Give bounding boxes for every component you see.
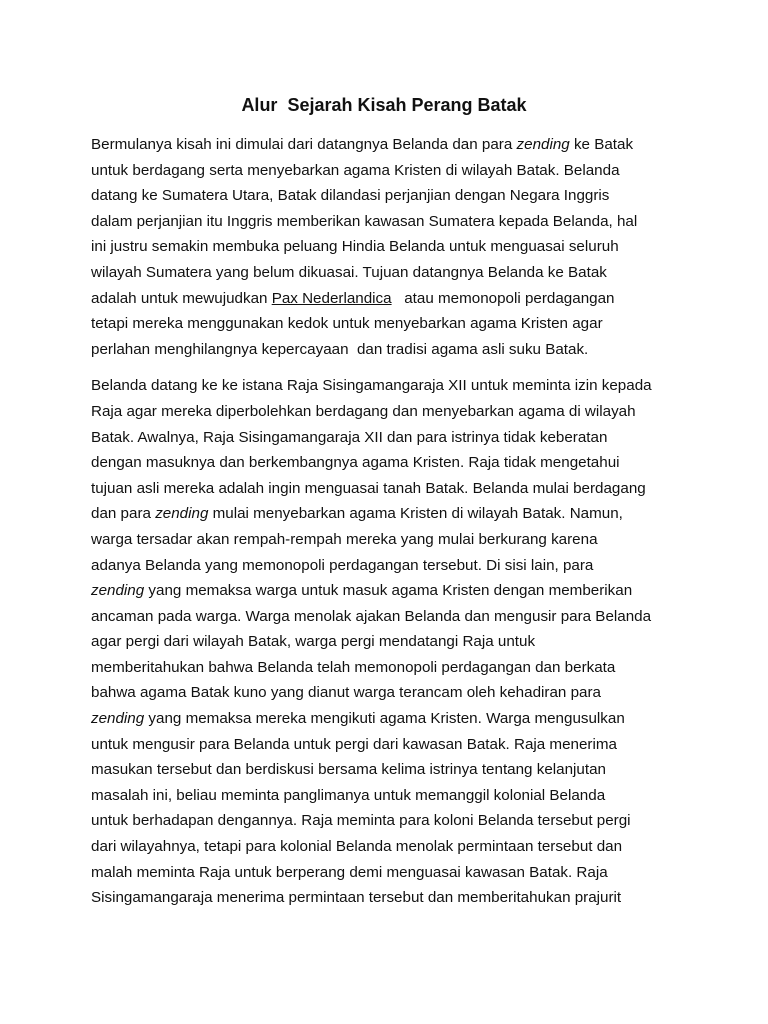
text-segment: Sisingamangaraja menerima permintaan tersebut dan memberitahukan prajurit <box>91 889 622 907</box>
text-segment: yang memaksa warga untuk masuk agama Kristen dengan memberikan <box>144 582 633 600</box>
text-segment: Raja agar mereka diperbolehkan berdagang dan menyebarkan agama di wilayah <box>91 402 636 420</box>
text-segment: dengan masuknya dan berkembangnya agama Kristen. Raja tidak mengetahui <box>91 454 620 472</box>
text-line <box>91 311 691 337</box>
text-line <box>91 629 691 655</box>
text-segment: malah meminta Raja untuk berperang demi menguasai kawasan Batak. Raja <box>91 863 608 881</box>
text-segment: masukan tersebut dan berdiskusi bersama kelima istrinya tentang kelanjutan <box>91 761 606 779</box>
text-segment: agar pergi dari wilayah Batak, warga pergi mendatangi Raja untuk <box>91 633 536 651</box>
text-line <box>91 604 691 630</box>
text-segment: ke Batak <box>569 136 634 153</box>
text-segment: adanya Belanda yang memonopoli perdagangan tersebut. Di sisi lain, para <box>91 556 594 574</box>
text-line <box>91 834 691 860</box>
text-line <box>91 158 691 184</box>
italic-term: zending <box>155 505 209 523</box>
text-line <box>91 860 691 886</box>
italic-term: zending <box>516 136 570 153</box>
text-segment: ancaman pada warga. Warga menolak ajakan Belanda dan mengusir para Belanda <box>91 607 652 625</box>
text-segment: yang memaksa mereka mengikuti agama Kristen. Warga mengusulkan <box>144 710 625 728</box>
text-line <box>91 425 691 451</box>
text-line <box>91 260 691 286</box>
text-segment: masalah ini, beliau meminta panglimanya untuk memanggil kolonial Belanda <box>91 786 606 804</box>
text-segment: perlahan menghilangnya kepercayaan dan tradisi agama asli suku Batak. <box>91 340 589 358</box>
text-line <box>91 476 691 502</box>
text-segment: adalah untuk mewujudkan <box>91 289 272 307</box>
document-body <box>91 132 691 922</box>
text-segment: untuk mengusir para Belanda untuk pergi dari kawasan Batak. Raja menerima <box>91 735 617 753</box>
text-line <box>91 885 691 911</box>
text-segment: dalam perjanjian itu Inggris memberikan kawasan Sumatera kepada Belanda, hal <box>91 212 638 230</box>
text-line <box>91 337 691 363</box>
text-segment: untuk berhadapan dengannya. Raja meminta para koloni Belanda tersebut pergi <box>91 812 631 830</box>
text-segment: bahwa agama Batak kuno yang dianut warga terancam oleh kehadiran para <box>91 684 601 702</box>
text-line <box>91 783 691 809</box>
text-segment: ini justru semakin membuka peluang Hindia Belanda untuk menguasai seluruh <box>91 238 619 256</box>
text-segment: tetapi mereka menggunakan kedok untuk menyebarkan agama Kristen agar <box>91 315 603 333</box>
text-segment: Belanda datang ke ke istana Raja Sisingamangaraja XII untuk meminta izin kepada <box>91 377 652 395</box>
document-title: Alur Sejarah Kisah Perang Batak <box>241 95 527 115</box>
text-line <box>91 209 691 235</box>
text-line <box>91 706 691 732</box>
paragraph <box>91 373 691 910</box>
text-line <box>91 183 691 209</box>
text-segment: tujuan asli mereka adalah ingin menguasai tanah Batak. Belanda mulai berdagang <box>91 479 646 497</box>
text-segment: dan para <box>91 505 156 523</box>
text-segment: warga tersadar akan rempah-rempah mereka yang mulai berkurang karena <box>91 530 598 548</box>
text-line <box>91 132 691 158</box>
text-line <box>91 286 691 312</box>
underlined-term: Pax Nederlandica <box>271 289 392 307</box>
text-segment: untuk berdagang serta menyebarkan agama Kristen di wilayah Batak. Belanda <box>91 161 620 179</box>
text-line <box>91 808 691 834</box>
text-line <box>91 578 691 604</box>
text-segment: memberitahukan bahwa Belanda telah memonopoli perdagangan dan berkata <box>91 658 616 676</box>
text-segment: Batak. Awalnya, Raja Sisingamangaraja XII dan para istrinya tidak keberatan <box>91 428 608 446</box>
text-segment: wilayah Sumatera yang belum dikuasai. Tujuan datangnya Belanda ke Batak <box>91 263 607 281</box>
text-line <box>91 527 691 553</box>
text-line <box>91 655 691 681</box>
text-line <box>91 501 691 527</box>
text-segment: mulai menyebarkan agama Kristen di wilayah Batak. Namun, <box>208 505 623 523</box>
paragraph <box>91 132 691 362</box>
text-line <box>91 553 691 579</box>
italic-term: zending <box>91 710 145 728</box>
text-line <box>91 373 691 399</box>
text-line <box>91 234 691 260</box>
text-line <box>91 399 691 425</box>
italic-term: zending <box>91 582 145 600</box>
text-line <box>91 680 691 706</box>
text-segment: Bermulanya kisah ini dimulai dari datangnya Belanda dan para <box>91 136 517 153</box>
text-line <box>91 757 691 783</box>
text-segment: atau memonopoli perdagangan <box>391 289 615 307</box>
text-line <box>91 450 691 476</box>
text-segment: dari wilayahnya, tetapi para kolonial Belanda menolak permintaan tersebut dan <box>91 838 623 856</box>
text-line <box>91 732 691 758</box>
text-segment: datang ke Sumatera Utara, Batak dilandasi perjanjian dengan Negara Inggris <box>91 187 610 205</box>
